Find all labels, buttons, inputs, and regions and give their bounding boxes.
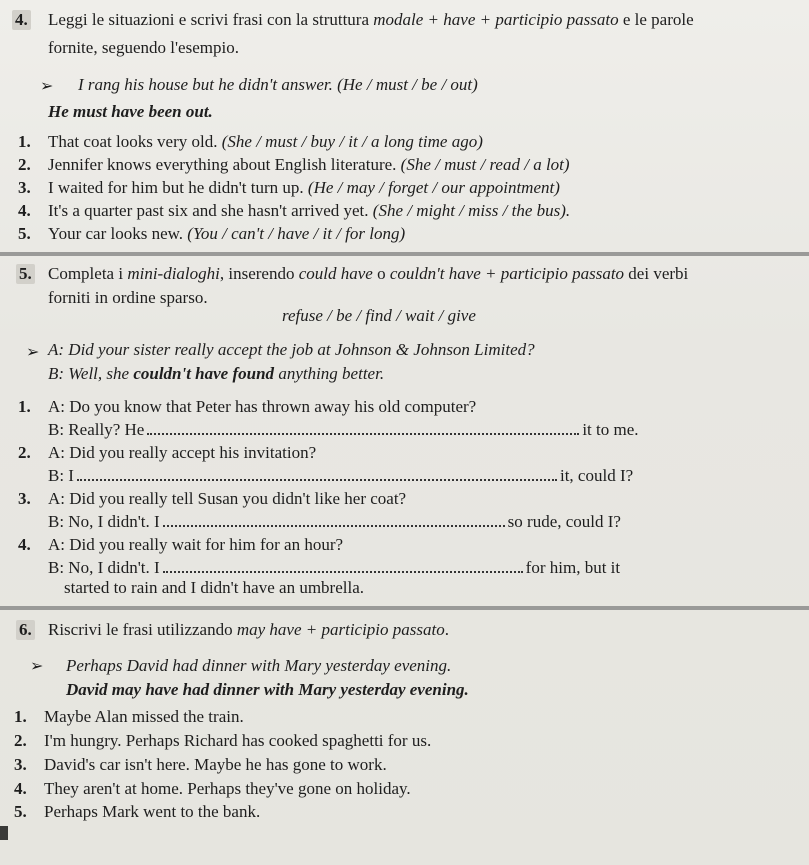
dialogue-b: B: No, I didn't. I xyxy=(48,512,160,531)
dialogue-b: B: I xyxy=(48,466,74,485)
instruction-text: . xyxy=(444,620,449,639)
item-text: It's a quarter past six and she hasn't arrived yet. xyxy=(48,201,369,220)
exercise-5-item-4-a: A: Did you really wait for him for an hour? xyxy=(48,535,344,554)
instruction-structure: modale + have + participio passato xyxy=(373,10,619,29)
word-box: refuse / be / find / wait / give xyxy=(282,306,476,325)
example-arrow-icon: ➢ xyxy=(30,658,44,675)
exercise-5-example-a: A: Did your sister really accept the job at Johnson & Johnson Limited? xyxy=(48,340,535,359)
item-number: 5. xyxy=(18,224,31,243)
dialogue-b: B: No, I didn't. I xyxy=(48,558,160,577)
exercise-4-badge: 4. xyxy=(12,10,31,30)
instruction-italic: couldn't have + participio passato xyxy=(389,264,625,283)
item-hint: (He / may / forget / our appointment) xyxy=(307,178,560,197)
exercise-4-item-3 xyxy=(48,178,560,198)
instruction-text: Leggi le situazioni e scrivi frasi con la struttura xyxy=(48,10,370,29)
item-number: 2. xyxy=(14,731,27,750)
exercise-5-example-b xyxy=(48,364,384,384)
instruction-text: dei verbi xyxy=(628,264,689,283)
answer-blank[interactable] xyxy=(147,432,579,435)
dialogue-b-end: for him, but it xyxy=(525,558,621,577)
item-number: 4. xyxy=(14,779,27,798)
exercise-5-item-3-a: A: Did you really tell Susan you didn't like her coat? xyxy=(48,489,407,508)
exercise-5-item-2-a: A: Did you really accept his invitation? xyxy=(48,443,317,462)
example-b-answer: couldn't have found xyxy=(133,364,275,383)
item-text: I waited for him but he didn't turn up. xyxy=(48,178,304,197)
item-number: 4. xyxy=(18,201,31,220)
exercise-6-item-1: Maybe Alan missed the train. xyxy=(44,707,244,726)
section-divider xyxy=(0,606,809,610)
item-text: That coat looks very old. xyxy=(48,132,218,151)
item-text: Jennifer knows everything about English literature. xyxy=(48,155,397,174)
item-number: 1. xyxy=(18,132,31,151)
exercise-5-instructions-line2: forniti in ordine sparso. xyxy=(48,288,208,307)
exercise-5-item-1-a: A: Do you know that Peter has thrown away his old computer? xyxy=(48,397,477,416)
exercise-4-example-question: I rang his house but he didn't answer. (He / must / be / out) xyxy=(78,75,478,94)
item-number: 3. xyxy=(18,178,31,197)
exercise-4-item-4 xyxy=(48,201,570,221)
exercise-4-item-1 xyxy=(48,132,483,152)
instruction-italic: mini-dialoghi xyxy=(127,264,220,283)
item-number: 1. xyxy=(18,397,31,416)
instruction-text: Riscrivi le frasi utilizzando xyxy=(48,620,233,639)
exercise-4-item-5 xyxy=(48,224,405,244)
instruction-text: o xyxy=(377,264,386,283)
exercise-6-item-4: They aren't at home. Perhaps they've gone on holiday. xyxy=(44,779,411,798)
exercise-6-item-3: David's car isn't here. Maybe he has gone to work. xyxy=(44,755,387,774)
exercise-4-instructions-line2: fornite, seguendo l'esempio. xyxy=(48,38,239,57)
item-text: Your car looks new. xyxy=(48,224,184,243)
exercise-6-badge: 6. xyxy=(16,620,35,640)
dialogue-b-end: it, could I? xyxy=(559,466,634,485)
item-number: 3. xyxy=(18,489,31,508)
page-edge-mark xyxy=(0,826,8,840)
answer-blank[interactable] xyxy=(163,570,523,573)
item-number: 1. xyxy=(14,707,27,726)
item-number: 2. xyxy=(18,155,31,174)
exercise-5-item-4-c: started to rain and I didn't have an umbrella. xyxy=(64,578,364,597)
instruction-italic: could have xyxy=(298,264,373,283)
dialogue-b-end: it to me. xyxy=(582,420,639,439)
exercise-4-instructions xyxy=(48,10,694,30)
dialogue-b-end: so rude, could I? xyxy=(507,512,621,531)
instruction-text-end: e le parole xyxy=(622,10,694,29)
item-hint: (She / must / buy / it / a long time ago) xyxy=(221,132,483,151)
dialogue-b: B: Really? He xyxy=(48,420,145,439)
exercise-5-item-2-b xyxy=(48,466,633,486)
exercise-5-badge: 5. xyxy=(16,264,35,284)
example-b-start: B: Well, she xyxy=(48,364,130,383)
item-number: 4. xyxy=(18,535,31,554)
exercise-5-instructions xyxy=(48,264,688,284)
example-arrow-icon: ➢ xyxy=(40,78,54,95)
exercise-4-example-answer: He must have been out. xyxy=(48,102,213,121)
item-hint: (She / must / read / a lot) xyxy=(400,155,570,174)
example-b-end: anything better. xyxy=(278,364,385,383)
exercise-6-instructions xyxy=(48,620,449,640)
exercise-6-item-5: Perhaps Mark went to the bank. xyxy=(44,802,261,821)
section-divider xyxy=(0,252,809,256)
item-number: 2. xyxy=(18,443,31,462)
answer-blank[interactable] xyxy=(163,524,505,527)
exercise-6-example-answer: David may have had dinner with Mary yesterday evening. xyxy=(66,680,469,699)
exercise-4-item-2 xyxy=(48,155,570,175)
item-hint: (She / might / miss / the bus). xyxy=(372,201,571,220)
item-number: 5. xyxy=(14,802,27,821)
exercise-5-item-3-b xyxy=(48,512,621,532)
instruction-text: , inserendo xyxy=(219,264,295,283)
exercise-6-item-2: I'm hungry. Perhaps Richard has cooked spaghetti for us. xyxy=(44,731,432,750)
example-arrow-icon: ➢ xyxy=(26,344,40,361)
item-number: 3. xyxy=(14,755,27,774)
answer-blank[interactable] xyxy=(77,478,557,481)
exercise-5-item-4-b xyxy=(48,558,620,578)
instruction-text: Completa i xyxy=(48,264,124,283)
item-hint: (You / can't / have / it / for long) xyxy=(187,224,406,243)
exercise-5-item-1-b xyxy=(48,420,639,440)
exercise-6-example-question: Perhaps David had dinner with Mary yesterday evening. xyxy=(66,656,452,675)
instruction-italic: may have + participio passato xyxy=(236,620,445,639)
